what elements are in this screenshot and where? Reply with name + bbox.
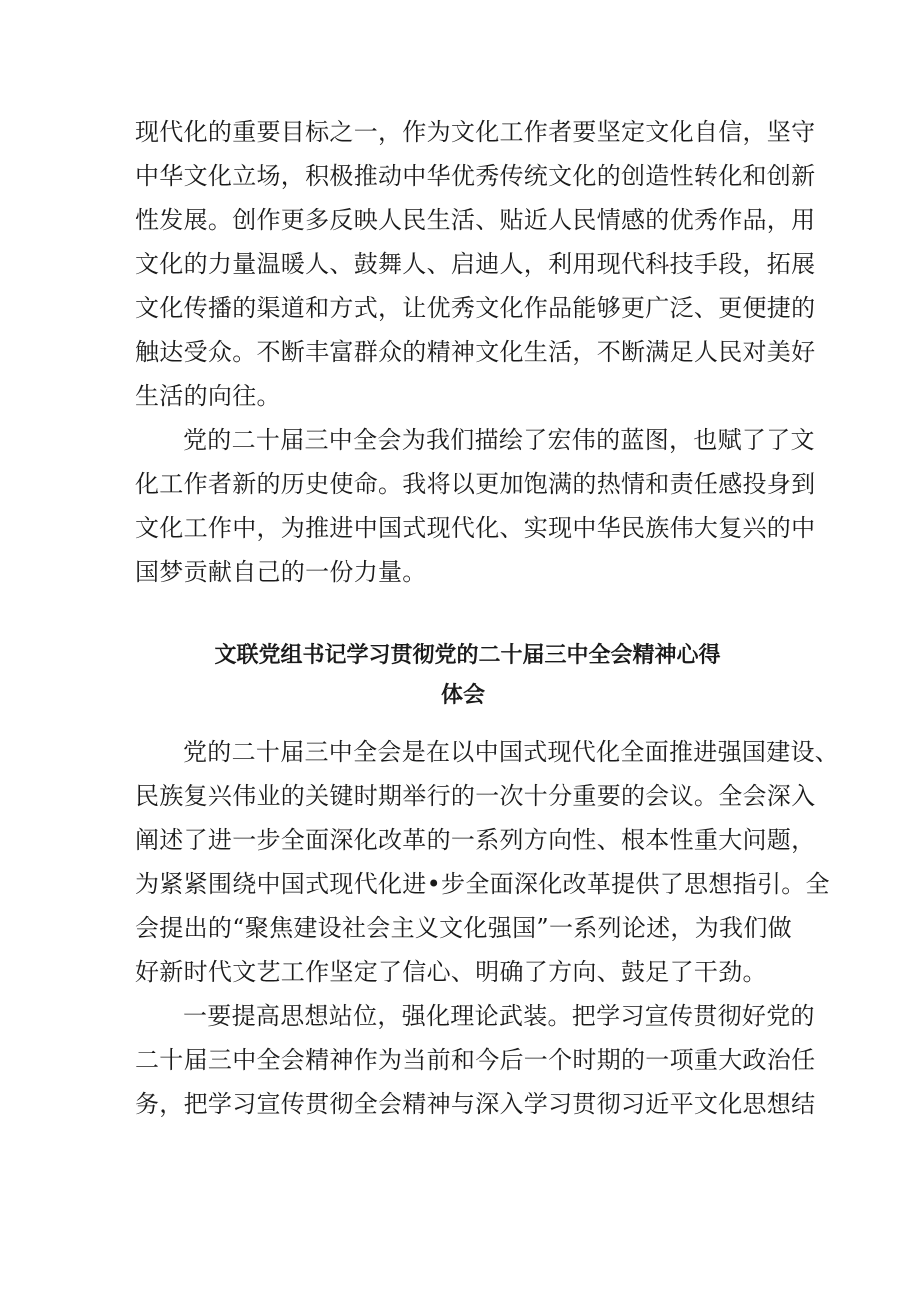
paragraph-line: 为紧紧围绕中国式现代化进•步全面深化改革提供了思想指引。全 [135,870,830,898]
paragraph-line: 触达受众。不断丰富群众的精神文化生活，不断满足人民对美好 [135,338,816,366]
paragraph-line: 现代化的重要目标之一，作为文化工作者要坚定文化自信，坚守 [135,118,816,146]
paragraph-line: 阐述了进一步全面深化改革的一系列方向性、根本性重大问题， [135,826,816,854]
paragraph-line: 化工作者新的历史使命。我将以更加饱满的热情和责任感投身到 [135,470,816,498]
body-section-top [135,110,816,594]
paragraph-line: 中华文化立场，积极推动中华优秀传统文化的创造性转化和创新 [135,162,816,190]
paragraph-line: 党的二十届三中全会是在以中国式现代化全面推进强国建设、 [183,738,840,766]
paragraph-line: 一要提高思想站位，强化理论武装。把学习宣传贯彻好党的 [183,1002,815,1030]
paragraph-line: 务，把学习宣传贯彻全会精神与深入学习贯彻习近平文化思想结 [135,1090,816,1118]
paragraph-line: 民族复兴伟业的关键时期举行的一次十分重要的会议。全会深入 [135,782,816,810]
paragraph-line: 会提出的“聚焦建设社会主义文化强国”一系列论述，为我们做 [135,914,792,942]
heading-line-1: 文联党组书记学习贯彻党的二十届三中全会精神心得 [214,643,721,668]
body-section-bottom [135,730,840,1126]
paragraph-line: 性发展。创作更多反映人民生活、贴近人民情感的优秀作品，用 [135,206,816,234]
paragraph-line: 二十届三中全会精神作为当前和今后一个时期的一项重大政治任 [135,1046,816,1074]
paragraph-line: 国梦贡献自己的一份力量。 [135,558,427,586]
heading-line-2: 体会 [441,683,486,708]
paragraph-line: 党的二十届三中全会为我们描绘了宏伟的蓝图，也赋了了文 [183,426,815,454]
paragraph-line: 好新时代文艺工作坚定了信心、明确了方向、鼓足了干劲。 [135,958,767,986]
paragraph-line: 文化的力量温暖人、鼓舞人、启迪人，利用现代科技手段，拓展 [135,250,816,278]
paragraph-line: 生活的向往。 [135,382,281,410]
article-heading [135,636,800,716]
paragraph-line: 文化工作中，为推进中国式现代化、实现中华民族伟大复兴的中 [135,514,816,542]
paragraph-line: 文化传播的渠道和方式，让优秀文化作品能够更广泛、更便捷的 [135,294,816,322]
